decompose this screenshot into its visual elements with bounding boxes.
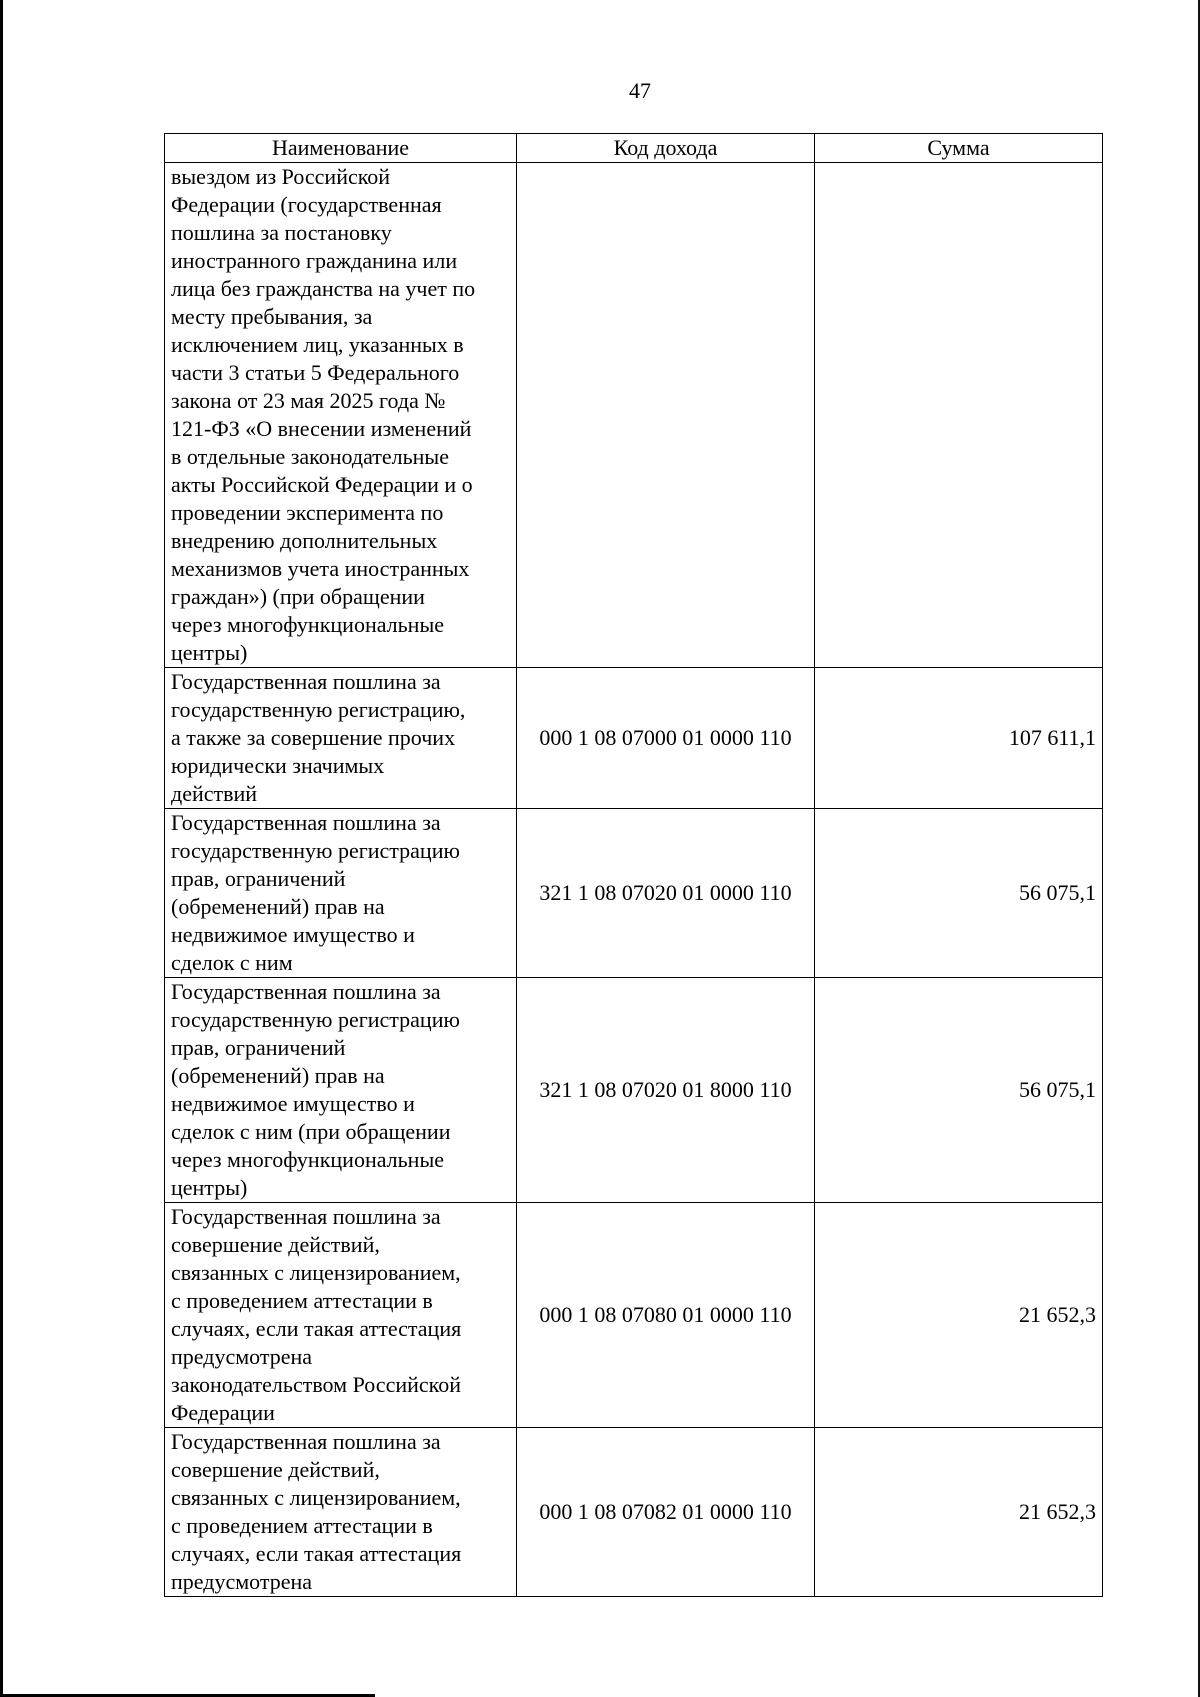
cell-name-text: Государственная пошлина за государственную регистрацию прав, ограничений (обременений) прав на недвижимое имущество и сделок с ним (при обращении через многофункциональные центры) <box>171 979 460 1200</box>
cell-name-text: Государственная пошлина за государственную регистрацию, а также за совершение прочих юридически значимых действий <box>171 669 466 806</box>
cell-name-text: Государственная пошлина за совершение действий, связанных с лицензированием, с проведением аттестации в случаях, если такая аттестация предусмотрена <box>171 1429 462 1594</box>
cell-name <box>165 809 517 978</box>
table-row <box>165 1203 1103 1428</box>
cell-name-text: Государственная пошлина за государственную регистрацию прав, ограничений (обременений) прав на недвижимое имущество и сделок с ним <box>171 810 460 975</box>
table-row <box>165 978 1103 1203</box>
cell-sum <box>815 163 1103 668</box>
cell-sum: 56 075,1 <box>815 809 1103 978</box>
cell-code: 321 1 08 07020 01 0000 110 <box>517 809 815 978</box>
cell-name <box>165 668 517 809</box>
header-name: Наименование <box>165 134 517 163</box>
cell-sum: 21 652,3 <box>815 1428 1103 1597</box>
header-sum: Сумма <box>815 134 1103 163</box>
table-header-row <box>165 134 1103 163</box>
page-number: 47 <box>629 78 651 103</box>
cell-code: 000 1 08 07082 01 0000 110 <box>517 1428 815 1597</box>
cell-name-text: выездом из Российской Федерации (государственная пошлина за постановку иностранного гражданина или лица без гражданства на учет по месту пребывания, за исключением лиц, указанных в части 3 статьи 5 Федерального закона от 23 мая 2025 года № 121-ФЗ «О внесении изменений в отдельные законодательные акты Российской Федерации и о проведении эксперимента по внедрению дополнительных механизмов учета иностранных граждан») (при обращении через многофункциональные центры) <box>171 164 476 665</box>
cell-name <box>165 1203 517 1428</box>
scan-edge-left <box>0 0 3 1697</box>
table-row <box>165 1428 1103 1597</box>
cell-name <box>165 978 517 1203</box>
cell-name <box>165 1428 517 1597</box>
cell-sum: 21 652,3 <box>815 1203 1103 1428</box>
cell-code <box>517 163 815 668</box>
cell-name <box>165 163 517 668</box>
cell-code: 000 1 08 07000 01 0000 110 <box>517 668 815 809</box>
revenue-table <box>164 133 1103 1597</box>
table-row <box>165 163 1103 668</box>
cell-code: 000 1 08 07080 01 0000 110 <box>517 1203 815 1428</box>
table-row <box>165 809 1103 978</box>
cell-sum: 107 611,1 <box>815 668 1103 809</box>
header-code: Код дохода <box>517 134 815 163</box>
cell-code: 321 1 08 07020 01 8000 110 <box>517 978 815 1203</box>
table-row <box>165 668 1103 809</box>
cell-sum: 56 075,1 <box>815 978 1103 1203</box>
cell-name-text: Государственная пошлина за совершение действий, связанных с лицензированием, с проведением аттестации в случаях, если такая аттестация предусмотрена законодательством Российской Федерации <box>171 1204 462 1425</box>
